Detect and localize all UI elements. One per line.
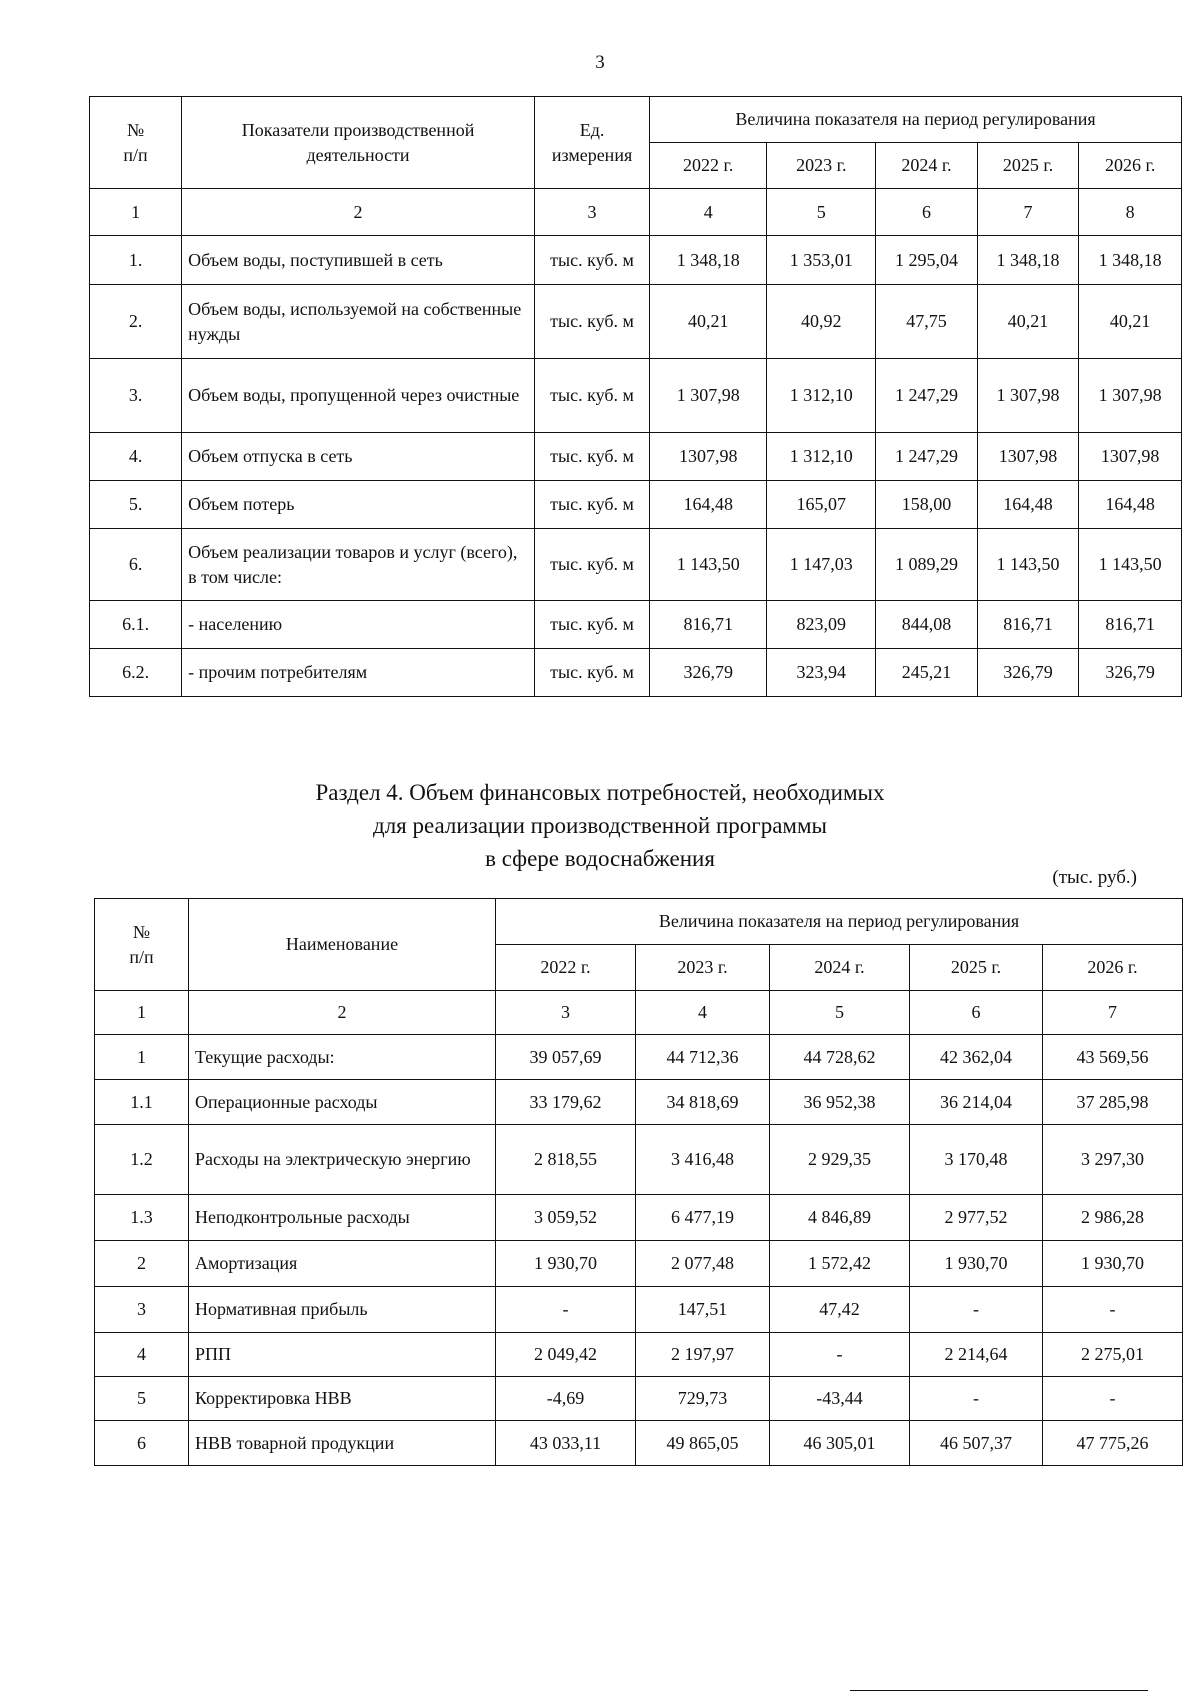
value-cell: -43,44 bbox=[770, 1377, 910, 1421]
t1-col-number: 1 bbox=[90, 189, 182, 236]
t2-header-period: Величина показателя на период регулирования bbox=[496, 899, 1183, 945]
value-cell: 2 214,64 bbox=[910, 1333, 1043, 1377]
t1-year: 2025 г. bbox=[977, 143, 1079, 189]
value-cell: 47,42 bbox=[770, 1287, 910, 1333]
value-cell: 47 775,26 bbox=[1043, 1421, 1183, 1466]
value-cell: 1 930,70 bbox=[910, 1241, 1043, 1287]
value-cell: 2 197,97 bbox=[636, 1333, 770, 1377]
t1-col-number: 2 bbox=[182, 189, 535, 236]
t2-year: 2025 г. bbox=[910, 945, 1043, 991]
table2-row bbox=[95, 1035, 1183, 1080]
value-cell: 40,92 bbox=[767, 285, 876, 359]
value-cell: 1 353,01 bbox=[767, 236, 876, 285]
value-cell: 2 077,48 bbox=[636, 1241, 770, 1287]
value-cell: 1 348,18 bbox=[650, 236, 767, 285]
indicator-name: Объем реализации товаров и услуг (всего), в том числе: bbox=[182, 529, 535, 601]
unit: тыс. куб. м bbox=[534, 359, 649, 433]
value-cell: 1 572,42 bbox=[770, 1241, 910, 1287]
value-cell: 158,00 bbox=[876, 481, 978, 529]
section4-title-line3: в сфере водоснабжения bbox=[485, 846, 715, 871]
value-cell: 1 312,10 bbox=[767, 433, 876, 481]
value-cell: - bbox=[1043, 1287, 1183, 1333]
value-cell: 40,21 bbox=[977, 285, 1079, 359]
item-name: Расходы на электрическую энергию bbox=[189, 1125, 496, 1195]
item-name: Амортизация bbox=[189, 1241, 496, 1287]
row-number: 6.1. bbox=[90, 601, 182, 649]
table2-row bbox=[95, 1421, 1183, 1466]
value-cell: 1 143,50 bbox=[977, 529, 1079, 601]
value-cell: 816,71 bbox=[1079, 601, 1182, 649]
row-number: 1 bbox=[95, 1035, 189, 1080]
value-cell: 1 295,04 bbox=[876, 236, 978, 285]
t1-col-number: 8 bbox=[1079, 189, 1182, 236]
item-name: НВВ товарной продукции bbox=[189, 1421, 496, 1466]
row-number: 6. bbox=[90, 529, 182, 601]
t2-col-number: 7 bbox=[1043, 991, 1183, 1035]
value-cell: 1 143,50 bbox=[650, 529, 767, 601]
value-cell: 1 147,03 bbox=[767, 529, 876, 601]
row-number: 1.3 bbox=[95, 1195, 189, 1241]
item-name: Текущие расходы: bbox=[189, 1035, 496, 1080]
row-number: 3 bbox=[95, 1287, 189, 1333]
value-cell: - bbox=[1043, 1377, 1183, 1421]
value-cell: 2 049,42 bbox=[496, 1333, 636, 1377]
value-cell: 2 818,55 bbox=[496, 1125, 636, 1195]
section4-title-line1: Раздел 4. Объем финансовых потребностей, необходимых bbox=[315, 780, 885, 805]
row-number: 1.1 bbox=[95, 1080, 189, 1125]
value-cell: 36 952,38 bbox=[770, 1080, 910, 1125]
row-number: 5 bbox=[95, 1377, 189, 1421]
t2-col-number: 3 bbox=[496, 991, 636, 1035]
value-cell: 326,79 bbox=[977, 649, 1079, 697]
value-cell: 816,71 bbox=[650, 601, 767, 649]
table2-row bbox=[95, 1241, 1183, 1287]
unit: тыс. куб. м bbox=[534, 481, 649, 529]
t1-col-number: 7 bbox=[977, 189, 1079, 236]
table2-col-numbers-row bbox=[95, 991, 1183, 1035]
t1-year: 2026 г. bbox=[1079, 143, 1182, 189]
value-cell: 1 348,18 bbox=[977, 236, 1079, 285]
row-number: 5. bbox=[90, 481, 182, 529]
value-cell: 44 728,62 bbox=[770, 1035, 910, 1080]
value-cell: 1 348,18 bbox=[1079, 236, 1182, 285]
indicator-name: - населению bbox=[182, 601, 535, 649]
table1-row bbox=[90, 649, 1182, 697]
value-cell: 1 143,50 bbox=[1079, 529, 1182, 601]
value-cell: 40,21 bbox=[650, 285, 767, 359]
value-cell: 147,51 bbox=[636, 1287, 770, 1333]
table1-row bbox=[90, 601, 1182, 649]
t1-header-period: Величина показателя на период регулирования bbox=[650, 97, 1182, 143]
value-cell: 46 507,37 bbox=[910, 1421, 1043, 1466]
value-cell: 1 307,98 bbox=[650, 359, 767, 433]
value-cell: 323,94 bbox=[767, 649, 876, 697]
table1-row bbox=[90, 481, 1182, 529]
value-cell: 326,79 bbox=[1079, 649, 1182, 697]
value-cell: - bbox=[910, 1377, 1043, 1421]
unit: тыс. куб. м bbox=[534, 433, 649, 481]
table2-row bbox=[95, 1333, 1183, 1377]
t2-col-number: 1 bbox=[95, 991, 189, 1035]
indicator-name: Объем воды, пропущенной через очистные bbox=[182, 359, 535, 433]
value-cell: - bbox=[496, 1287, 636, 1333]
value-cell: 47,75 bbox=[876, 285, 978, 359]
value-cell: 164,48 bbox=[977, 481, 1079, 529]
table1-row bbox=[90, 285, 1182, 359]
table2-row bbox=[95, 1125, 1183, 1195]
value-cell: 1 089,29 bbox=[876, 529, 978, 601]
section4-title bbox=[0, 776, 1200, 875]
table2-row bbox=[95, 1195, 1183, 1241]
t1-col-number: 5 bbox=[767, 189, 876, 236]
t2-year: 2026 г. bbox=[1043, 945, 1183, 991]
value-cell: 1 307,98 bbox=[977, 359, 1079, 433]
value-cell: 3 059,52 bbox=[496, 1195, 636, 1241]
indicator-name: - прочим потребителям bbox=[182, 649, 535, 697]
item-name: Операционные расходы bbox=[189, 1080, 496, 1125]
row-number: 4 bbox=[95, 1333, 189, 1377]
value-cell: 43 033,11 bbox=[496, 1421, 636, 1466]
table2-row bbox=[95, 1080, 1183, 1125]
value-cell: 816,71 bbox=[977, 601, 1079, 649]
value-cell: 49 865,05 bbox=[636, 1421, 770, 1466]
value-cell: 44 712,36 bbox=[636, 1035, 770, 1080]
value-cell: 164,48 bbox=[650, 481, 767, 529]
value-cell: 1 930,70 bbox=[1043, 1241, 1183, 1287]
t1-col-number: 3 bbox=[534, 189, 649, 236]
value-cell: 3 170,48 bbox=[910, 1125, 1043, 1195]
value-cell: 3 416,48 bbox=[636, 1125, 770, 1195]
table1-row bbox=[90, 529, 1182, 601]
t2-year: 2024 г. bbox=[770, 945, 910, 991]
t1-year: 2022 г. bbox=[650, 143, 767, 189]
row-number: 1. bbox=[90, 236, 182, 285]
value-cell: - bbox=[770, 1333, 910, 1377]
item-name: Нормативная прибыль bbox=[189, 1287, 496, 1333]
page-number: 3 bbox=[595, 52, 605, 73]
indicator-name: Объем воды, используемой на собственные нужды bbox=[182, 285, 535, 359]
value-cell: 42 362,04 bbox=[910, 1035, 1043, 1080]
t1-col-number: 6 bbox=[876, 189, 978, 236]
table2-header-row bbox=[95, 899, 1183, 945]
value-cell: 33 179,62 bbox=[496, 1080, 636, 1125]
value-cell: 46 305,01 bbox=[770, 1421, 910, 1466]
table1-header-row bbox=[90, 97, 1182, 143]
value-cell: 844,08 bbox=[876, 601, 978, 649]
value-cell: 1 312,10 bbox=[767, 359, 876, 433]
table1-row bbox=[90, 433, 1182, 481]
units-label: (тыс. руб.) bbox=[1052, 867, 1137, 888]
item-name: РПП bbox=[189, 1333, 496, 1377]
table2-row bbox=[95, 1377, 1183, 1421]
value-cell: 4 846,89 bbox=[770, 1195, 910, 1241]
table1-row bbox=[90, 236, 1182, 285]
value-cell: 6 477,19 bbox=[636, 1195, 770, 1241]
item-name: Неподконтрольные расходы bbox=[189, 1195, 496, 1241]
value-cell: 36 214,04 bbox=[910, 1080, 1043, 1125]
value-cell: 43 569,56 bbox=[1043, 1035, 1183, 1080]
indicator-name: Объем воды, поступившей в сеть bbox=[182, 236, 535, 285]
value-cell: 2 275,01 bbox=[1043, 1333, 1183, 1377]
t1-col-number: 4 bbox=[650, 189, 767, 236]
t2-header-name: Наименование bbox=[189, 899, 496, 991]
value-cell: 164,48 bbox=[1079, 481, 1182, 529]
value-cell: 1 930,70 bbox=[496, 1241, 636, 1287]
t2-year: 2023 г. bbox=[636, 945, 770, 991]
unit: тыс. куб. м bbox=[534, 649, 649, 697]
row-number: 2. bbox=[90, 285, 182, 359]
row-number: 2 bbox=[95, 1241, 189, 1287]
unit: тыс. куб. м bbox=[534, 285, 649, 359]
value-cell: 1307,98 bbox=[1079, 433, 1182, 481]
value-cell: 165,07 bbox=[767, 481, 876, 529]
value-cell: 1307,98 bbox=[650, 433, 767, 481]
unit: тыс. куб. м bbox=[534, 529, 649, 601]
t2-col-number: 6 bbox=[910, 991, 1043, 1035]
value-cell: 729,73 bbox=[636, 1377, 770, 1421]
table1-row bbox=[90, 359, 1182, 433]
value-cell: 37 285,98 bbox=[1043, 1080, 1183, 1125]
value-cell: - bbox=[910, 1287, 1043, 1333]
t1-header-unit: Ед. измерения bbox=[534, 97, 649, 189]
value-cell: 326,79 bbox=[650, 649, 767, 697]
t2-col-number: 5 bbox=[770, 991, 910, 1035]
table1-col-numbers-row bbox=[90, 189, 1182, 236]
section4-title-line2: для реализации производственной программы bbox=[373, 813, 827, 838]
value-cell: 34 818,69 bbox=[636, 1080, 770, 1125]
unit: тыс. куб. м bbox=[534, 236, 649, 285]
t1-header-num: № п/п bbox=[90, 97, 182, 189]
value-cell: 1307,98 bbox=[977, 433, 1079, 481]
value-cell: 1 247,29 bbox=[876, 359, 978, 433]
t1-year: 2023 г. bbox=[767, 143, 876, 189]
value-cell: 39 057,69 bbox=[496, 1035, 636, 1080]
unit: тыс. куб. м bbox=[534, 601, 649, 649]
value-cell: 1 247,29 bbox=[876, 433, 978, 481]
t2-col-number: 2 bbox=[189, 991, 496, 1035]
item-name: Корректировка НВВ bbox=[189, 1377, 496, 1421]
production-indicators-table bbox=[89, 96, 1182, 697]
t2-col-number: 4 bbox=[636, 991, 770, 1035]
value-cell: 2 977,52 bbox=[910, 1195, 1043, 1241]
t2-year: 2022 г. bbox=[496, 945, 636, 991]
value-cell: 40,21 bbox=[1079, 285, 1182, 359]
indicator-name: Объем потерь bbox=[182, 481, 535, 529]
value-cell: 3 297,30 bbox=[1043, 1125, 1183, 1195]
t1-year: 2024 г. bbox=[876, 143, 978, 189]
financial-needs-table bbox=[94, 898, 1183, 1466]
t1-header-indicator: Показатели производственной деятельности bbox=[182, 97, 535, 189]
row-number: 1.2 bbox=[95, 1125, 189, 1195]
footer-rule bbox=[850, 1690, 1148, 1691]
value-cell: 1 307,98 bbox=[1079, 359, 1182, 433]
value-cell: 245,21 bbox=[876, 649, 978, 697]
table2-row bbox=[95, 1287, 1183, 1333]
row-number: 4. bbox=[90, 433, 182, 481]
t2-header-num: № п/п bbox=[95, 899, 189, 991]
value-cell: 823,09 bbox=[767, 601, 876, 649]
value-cell: 2 986,28 bbox=[1043, 1195, 1183, 1241]
row-number: 6 bbox=[95, 1421, 189, 1466]
value-cell: 2 929,35 bbox=[770, 1125, 910, 1195]
row-number: 6.2. bbox=[90, 649, 182, 697]
row-number: 3. bbox=[90, 359, 182, 433]
value-cell: -4,69 bbox=[496, 1377, 636, 1421]
indicator-name: Объем отпуска в сеть bbox=[182, 433, 535, 481]
